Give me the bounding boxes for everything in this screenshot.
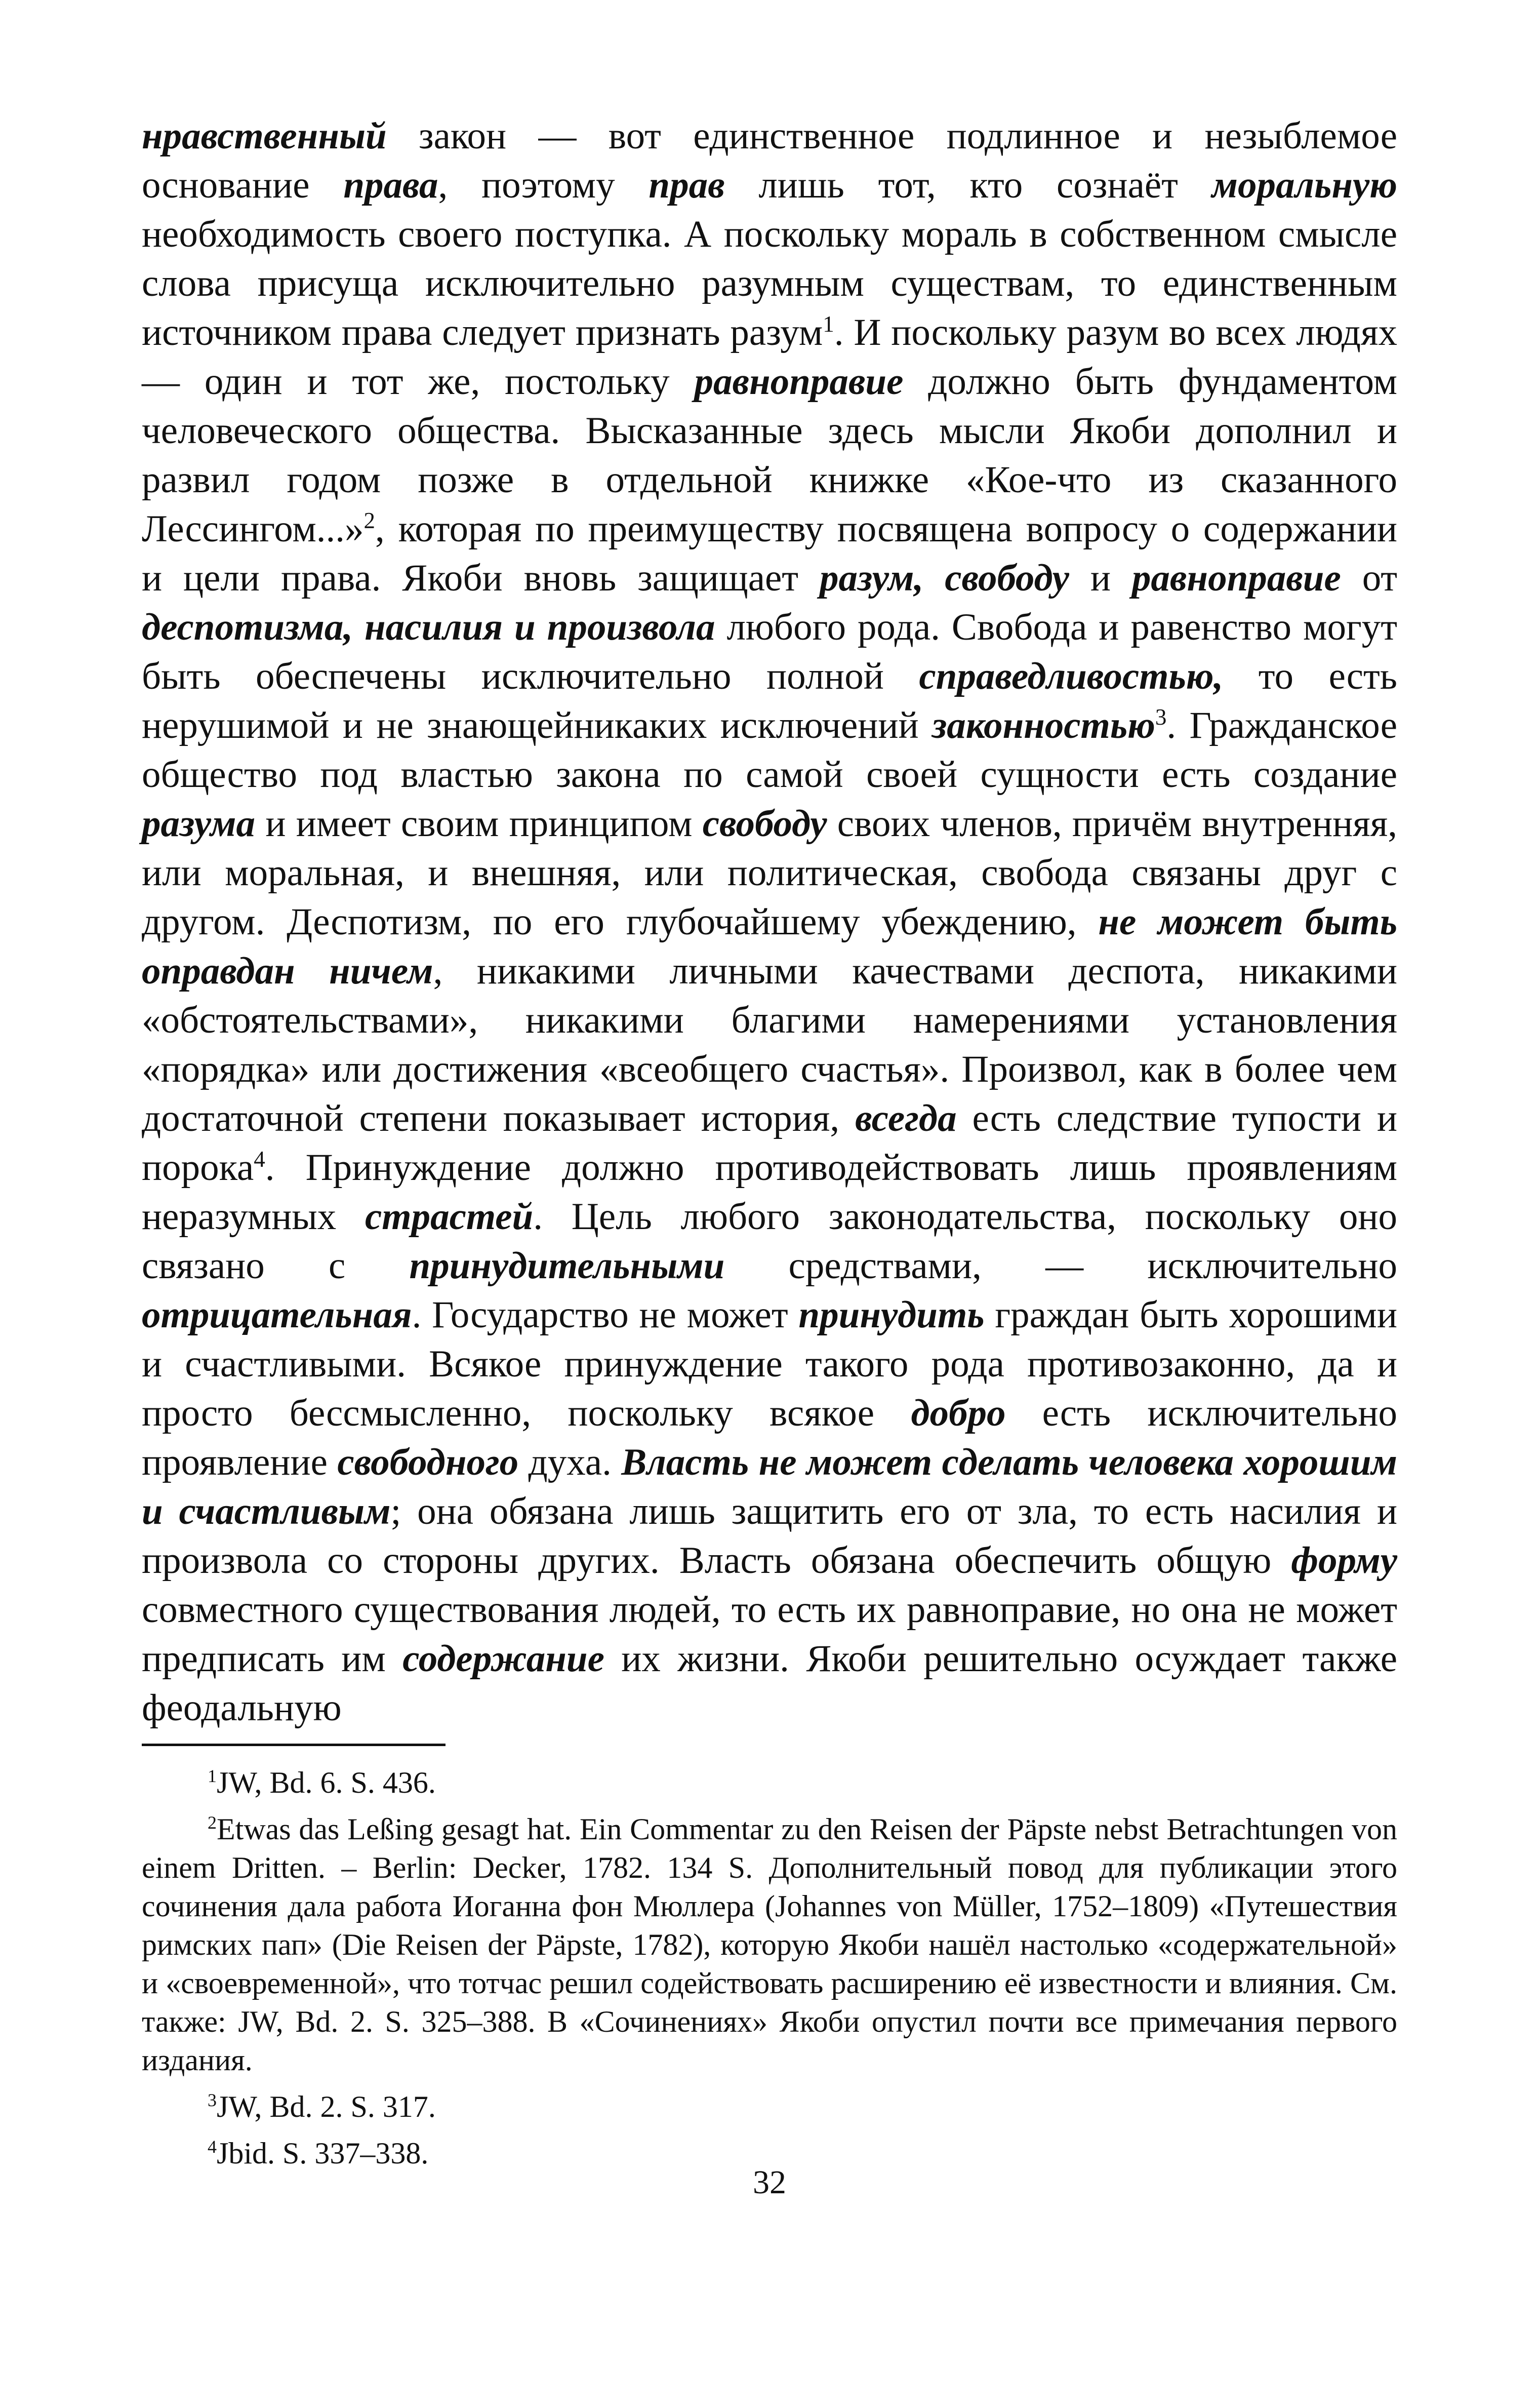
body-text-run: совместного существования людей, то есть их равноправие, но она не может предписать им — [142, 1589, 1397, 1680]
body-text-run: и имеет своим принципом — [255, 803, 703, 845]
footnote-marker: 3 — [208, 2090, 217, 2110]
book-page — [142, 111, 1397, 2181]
footnote-separator — [142, 1744, 446, 1746]
body-text-run: средствами, — исключительно — [724, 1245, 1397, 1287]
body-text-run: должно быть фундаментом человеческого общества. Высказанные здесь мысли Якоби дополнил и развил годом позже в отдельной книжке «Кое-что из сказанного Лессингом...» — [142, 361, 1397, 550]
emphasized-text: моральную — [1211, 164, 1397, 206]
page-number: 32 — [753, 2164, 786, 2201]
body-text-run: то есть нерушимой и не знающейникаких исключений — [142, 655, 1397, 746]
body-text-run: . Принуждение должно противодействовать лишь проявлениям неразумных — [142, 1147, 1397, 1238]
footnote-text: Etwas das Leßing gesagt hat. Ein Commentar zu den Reisen der Päpste nebst Betrachtungen von einem Dritten. – Berlin: Decker, 1782. 134 S. Дополнительный повод для публикации этого сочинения дала работа Иоганна фон Мюллера (Johannes von Müller, 1752–1809) «Путешествия римских пап» (Die Reisen der Päpste, 1782), которую Якоби нашёл настолько «содержательной» и «своевременной», что тотчас решил содействовать расширению её известности и влияния. См. также: JW, Bd. 2. S. 325–388. В «Сочинениях» Якоби опустил почти все примечания первого издания. — [142, 1812, 1397, 2077]
body-text-run: . Цель любого законодательства, поскольку оно связано с — [142, 1196, 1397, 1287]
body-text-run: духа. — [518, 1441, 622, 1483]
body-paragraph — [142, 111, 1397, 1732]
emphasized-text: не может быть оправдан ничем — [142, 901, 1397, 992]
footnote-marker: 2 — [208, 1812, 217, 1833]
footnotes — [142, 1763, 1397, 2173]
emphasized-text: добро — [911, 1392, 1006, 1434]
body-text-run: и — [1069, 557, 1132, 599]
emphasized-text: справедливостью, — [919, 655, 1224, 697]
body-text-run: закон — вот единственное подлинное и незыблемое основание — [142, 115, 1397, 206]
emphasized-text: разума — [142, 803, 256, 845]
emphasized-text: законностью — [932, 704, 1155, 746]
body-text-run: своих членов, причём внутренняя, или моральная, и внешняя, или политическая, свобода связаны друг с другом. Деспотизм, по его глубочайшему убеждению, — [142, 803, 1397, 943]
emphasized-text: нравственный — [142, 115, 387, 157]
body-text-run: ; она обязана лишь защитить его от зла, то есть насилия и произвола со стороны других. Власть обязана обеспечить общую — [142, 1490, 1397, 1582]
footnote-1 — [142, 1763, 1397, 1802]
emphasized-text: отрицательная — [142, 1294, 412, 1336]
footnote-text: JW, Bd. 6. S. 436. — [217, 1766, 436, 1799]
body-text-run: , никакими личными качествами деспота, никакими «обстоятельствами», никакими благими намерениями установления «порядка» или достижения «всеобщего счастья». Произвол, как в более чем достаточной степени показывает история, — [142, 950, 1397, 1139]
body-text-run: любого рода. Свобода и равенство могут быть обеспечены исключительно полной — [142, 606, 1397, 697]
main-paragraph — [142, 111, 1397, 1732]
emphasized-text: всегда — [855, 1097, 957, 1139]
emphasized-text: принудить — [798, 1294, 985, 1336]
footnote-reference: 4 — [254, 1147, 265, 1172]
body-text-run: граждан быть хорошими и счастливыми. Всякое принуждение такого рода противозаконно, да и просто бессмысленно, поскольку всякое — [142, 1294, 1397, 1434]
footnote-marker: 1 — [208, 1766, 217, 1786]
emphasized-text: свободу — [702, 803, 827, 845]
emphasized-text: свободного — [337, 1441, 519, 1483]
body-text-run: есть исключительно проявление — [142, 1392, 1397, 1483]
emphasized-text: прав — [649, 164, 725, 206]
emphasized-text: принудительными — [409, 1245, 725, 1287]
body-text-run: , поэтому — [438, 164, 649, 206]
body-text-run: необходимость своего поступка. А поскольку мораль в собственном смысле слова присуща исключительно разумным существам, то единственным источником права следует признать разум — [142, 213, 1397, 353]
emphasized-text: равноправие — [694, 361, 904, 403]
emphasized-text: равноправие — [1131, 557, 1341, 599]
body-text-run: от — [1341, 557, 1397, 599]
emphasized-text: содержание — [402, 1638, 604, 1680]
footnote-marker: 4 — [208, 2137, 217, 2157]
body-text-run: . Государство не может — [412, 1294, 799, 1336]
footnote-text: JW, Bd. 2. S. 317. — [217, 2090, 436, 2123]
footnote-3 — [142, 2087, 1397, 2126]
body-text-run: есть следствие тупости и порока — [142, 1097, 1397, 1189]
emphasized-text: Власть не может сделать человека хорошим и счастливым — [142, 1441, 1397, 1532]
footnote-reference: 2 — [363, 508, 376, 533]
emphasized-text: деспотизма, насилия и произвола — [142, 606, 715, 648]
footnote-reference: 3 — [1155, 704, 1167, 730]
emphasized-text: форму — [1291, 1539, 1397, 1582]
emphasized-text: права — [343, 164, 438, 206]
body-text-run: . И поскольку разум во всех людях — один и тот же, постольку — [142, 311, 1397, 403]
footnote-text: Jbid. S. 337–338. — [217, 2137, 429, 2170]
body-text-run: их жизни. Якоби решительно осуждает также феодальную — [142, 1638, 1397, 1729]
body-text-run: . Гражданское общество под властью закона по самой своей сущности есть создание — [142, 704, 1397, 796]
body-text-run: , которая по преимуществу посвящена вопросу о содержании и цели права. Якоби вновь защищает — [142, 508, 1397, 599]
body-text-run: лишь тот, кто сознаёт — [724, 164, 1212, 206]
emphasized-text: разум, свободу — [819, 557, 1069, 599]
emphasized-text: страстей — [364, 1196, 534, 1238]
footnote-reference: 1 — [823, 311, 834, 337]
footnote-2 — [142, 1810, 1397, 2079]
